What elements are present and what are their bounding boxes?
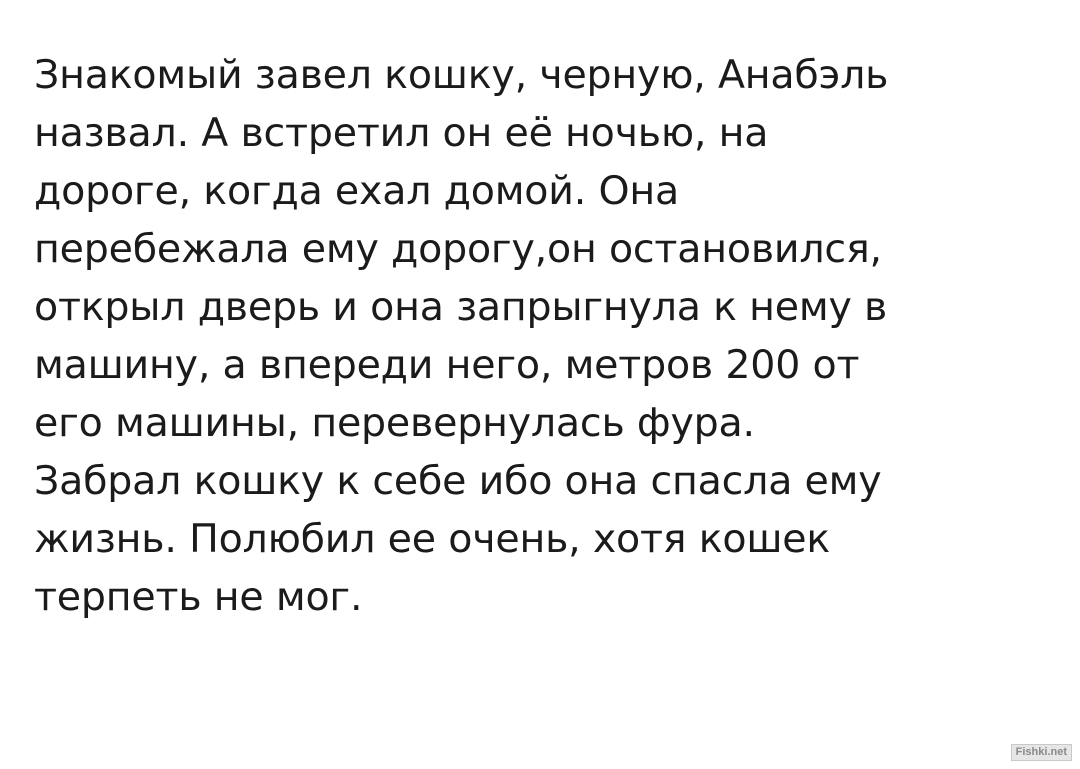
story-line: назвал. А встретил он её ночью, на [34,110,769,156]
story-text [34,46,1054,626]
story-line: дороге, когда ехал домой. Она [34,168,679,214]
story-line: Забрал кошку к себе ибо она спасла ему [34,458,882,504]
story-line: Знакомый завел кошку, черную, Анабэль [34,52,889,98]
story-line: открыл дверь и она запрыгнула к нему в [34,284,888,330]
story-line: машину, а впереди него, метров 200 от [34,342,860,388]
watermark-label: Fishki.net [1011,744,1072,761]
story-line: его машины, перевернулась фура. [34,400,755,446]
story-line: перебежала ему дорогу,он остановился, [34,226,882,272]
story-line: терпеть не мог. [34,574,363,620]
story-line: жизнь. Полюбил ее очень, хотя кошек [34,516,831,562]
